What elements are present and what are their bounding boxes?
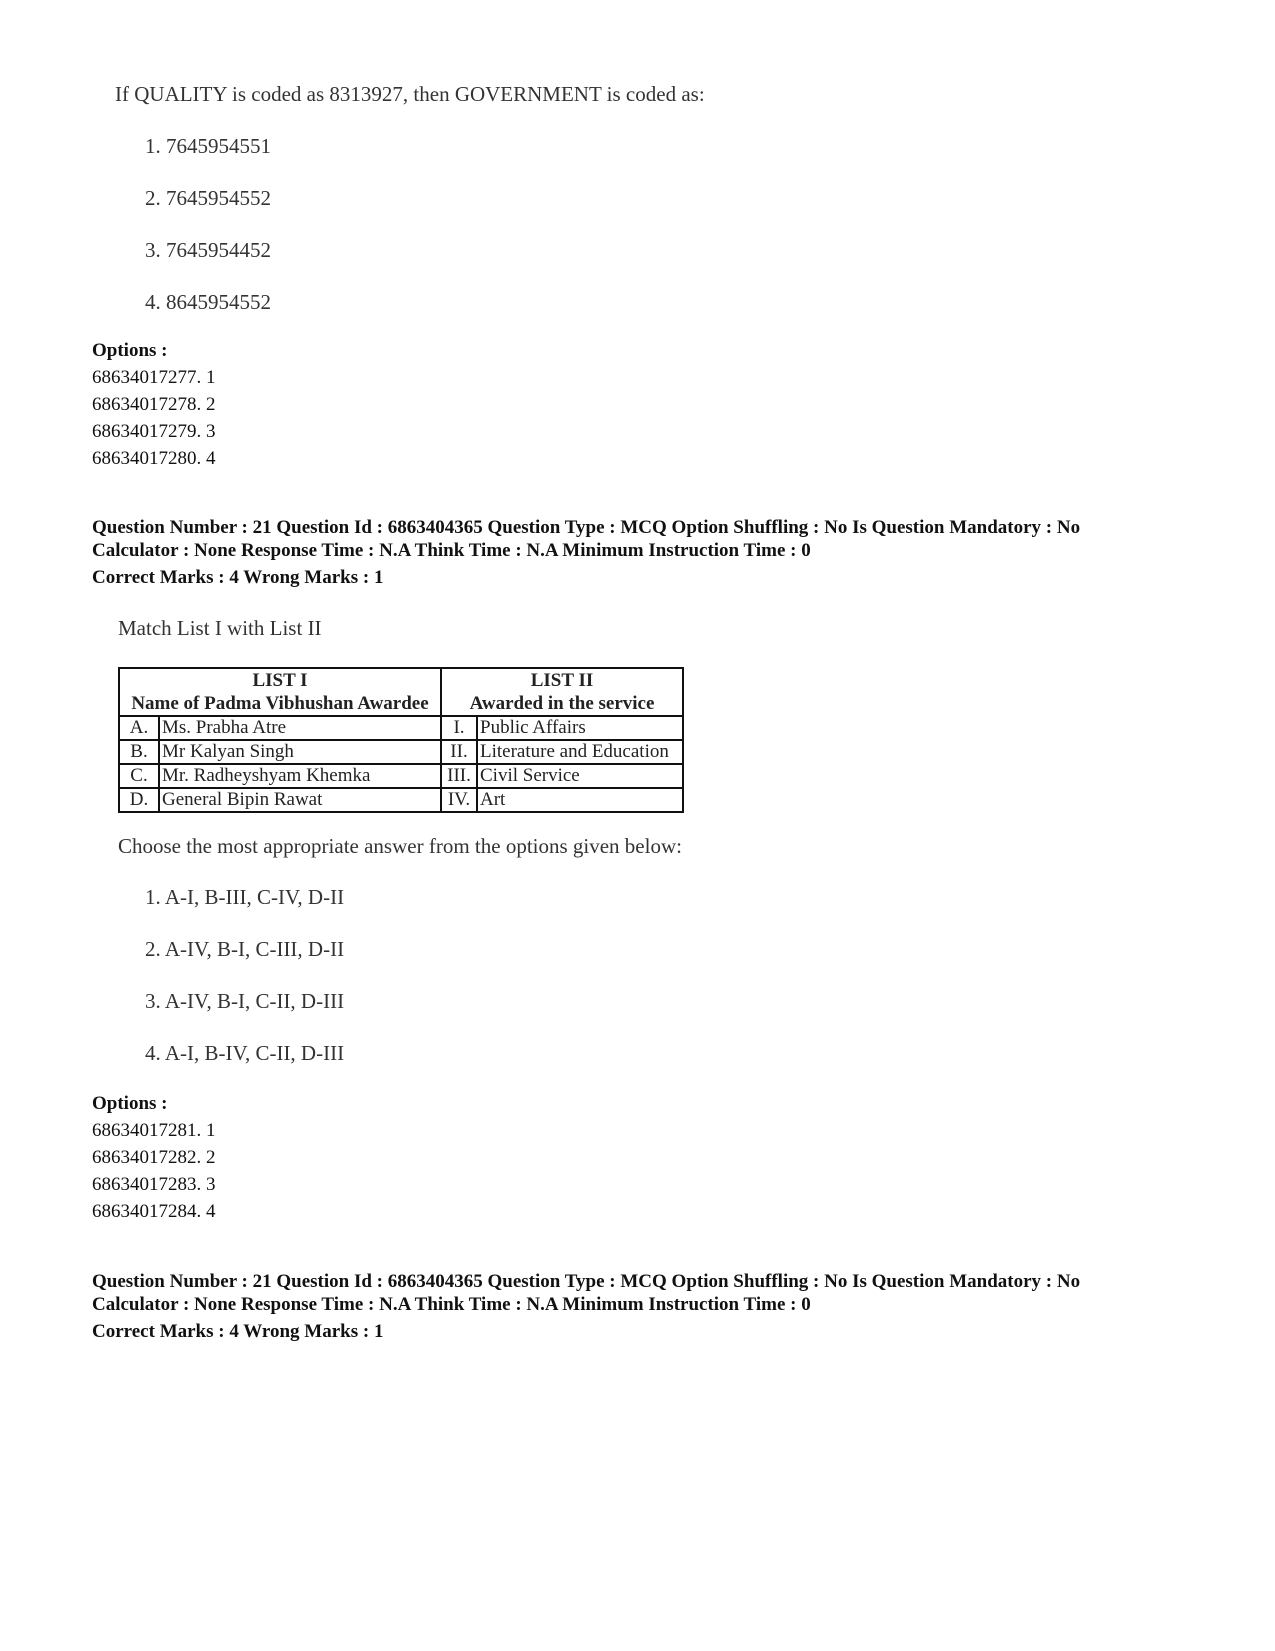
option-id: 68634017281. 1 [92,1120,216,1141]
options-label: Options : [92,340,168,361]
table-row [119,716,683,740]
list2-key: IV. [441,788,477,812]
answer-choice: 3. 7645954452 [145,238,271,262]
option-id: 68634017283. 3 [92,1174,216,1195]
list2-value: Civil Service [477,764,683,788]
list2-title: LIST II [530,670,594,691]
option-id: 68634017284. 4 [92,1201,216,1222]
list2-header [441,668,683,716]
table-row [119,740,683,764]
list2-subtitle: Awarded in the service [469,693,655,714]
match-table [118,667,684,813]
option-id: 68634017278. 2 [92,394,216,415]
list1-value: Mr Kalyan Singh [159,740,441,764]
option-id: 68634017279. 3 [92,421,216,442]
list1-key: C. [119,764,159,788]
marks-line: Correct Marks : 4 Wrong Marks : 1 [92,567,384,588]
answer-choice: 2. A-IV, B-I, C-III, D-II [145,937,345,961]
list2-key: I. [441,716,477,740]
list1-subtitle: Name of Padma Vibhushan Awardee [131,693,429,714]
list1-header [119,668,441,716]
answer-choice: 1. A-I, B-III, C-IV, D-II [145,885,345,909]
question-text: If QUALITY is coded as 8313927, then GOVERNMENT is coded as: [115,82,705,106]
answer-choice: 1. 7645954551 [145,134,271,158]
list1-value: Ms. Prabha Atre [159,716,441,740]
list1-title: LIST I [252,670,308,691]
list2-value: Literature and Education [477,740,683,764]
list2-value: Public Affairs [477,716,683,740]
question-meta-line1: Question Number : 21 Question Id : 6863404365 Question Type : MCQ Option Shuffling : No Is Question Mandatory : No [92,1271,1081,1292]
marks-line: Correct Marks : 4 Wrong Marks : 1 [92,1321,384,1342]
table-row [119,764,683,788]
question-text: Match List I with List II [118,616,322,640]
list1-key: D. [119,788,159,812]
answer-choice: 2. 7645954552 [145,186,271,210]
list1-key: A. [119,716,159,740]
question-meta-line2: Calculator : None Response Time : N.A Think Time : N.A Minimum Instruction Time : 0 [92,1294,811,1315]
question-meta-line2: Calculator : None Response Time : N.A Think Time : N.A Minimum Instruction Time : 0 [92,540,811,561]
option-id: 68634017277. 1 [92,367,216,388]
list2-value: Art [477,788,683,812]
answer-choice: 4. A-I, B-IV, C-II, D-III [145,1041,345,1065]
option-id: 68634017282. 2 [92,1147,216,1168]
list2-key: II. [441,740,477,764]
question-meta-line1: Question Number : 21 Question Id : 6863404365 Question Type : MCQ Option Shuffling : No Is Question Mandatory : No [92,517,1081,538]
answer-choice: 4. 8645954552 [145,290,271,314]
table-row [119,788,683,812]
options-label: Options : [92,1093,168,1114]
question-prompt: Choose the most appropriate answer from the options given below: [118,834,682,858]
option-id: 68634017280. 4 [92,448,216,469]
answer-choice: 3. A-IV, B-I, C-II, D-III [145,989,345,1013]
list2-key: III. [441,764,477,788]
list1-value: General Bipin Rawat [159,788,441,812]
list1-key: B. [119,740,159,764]
list1-value: Mr. Radheyshyam Khemka [159,764,441,788]
